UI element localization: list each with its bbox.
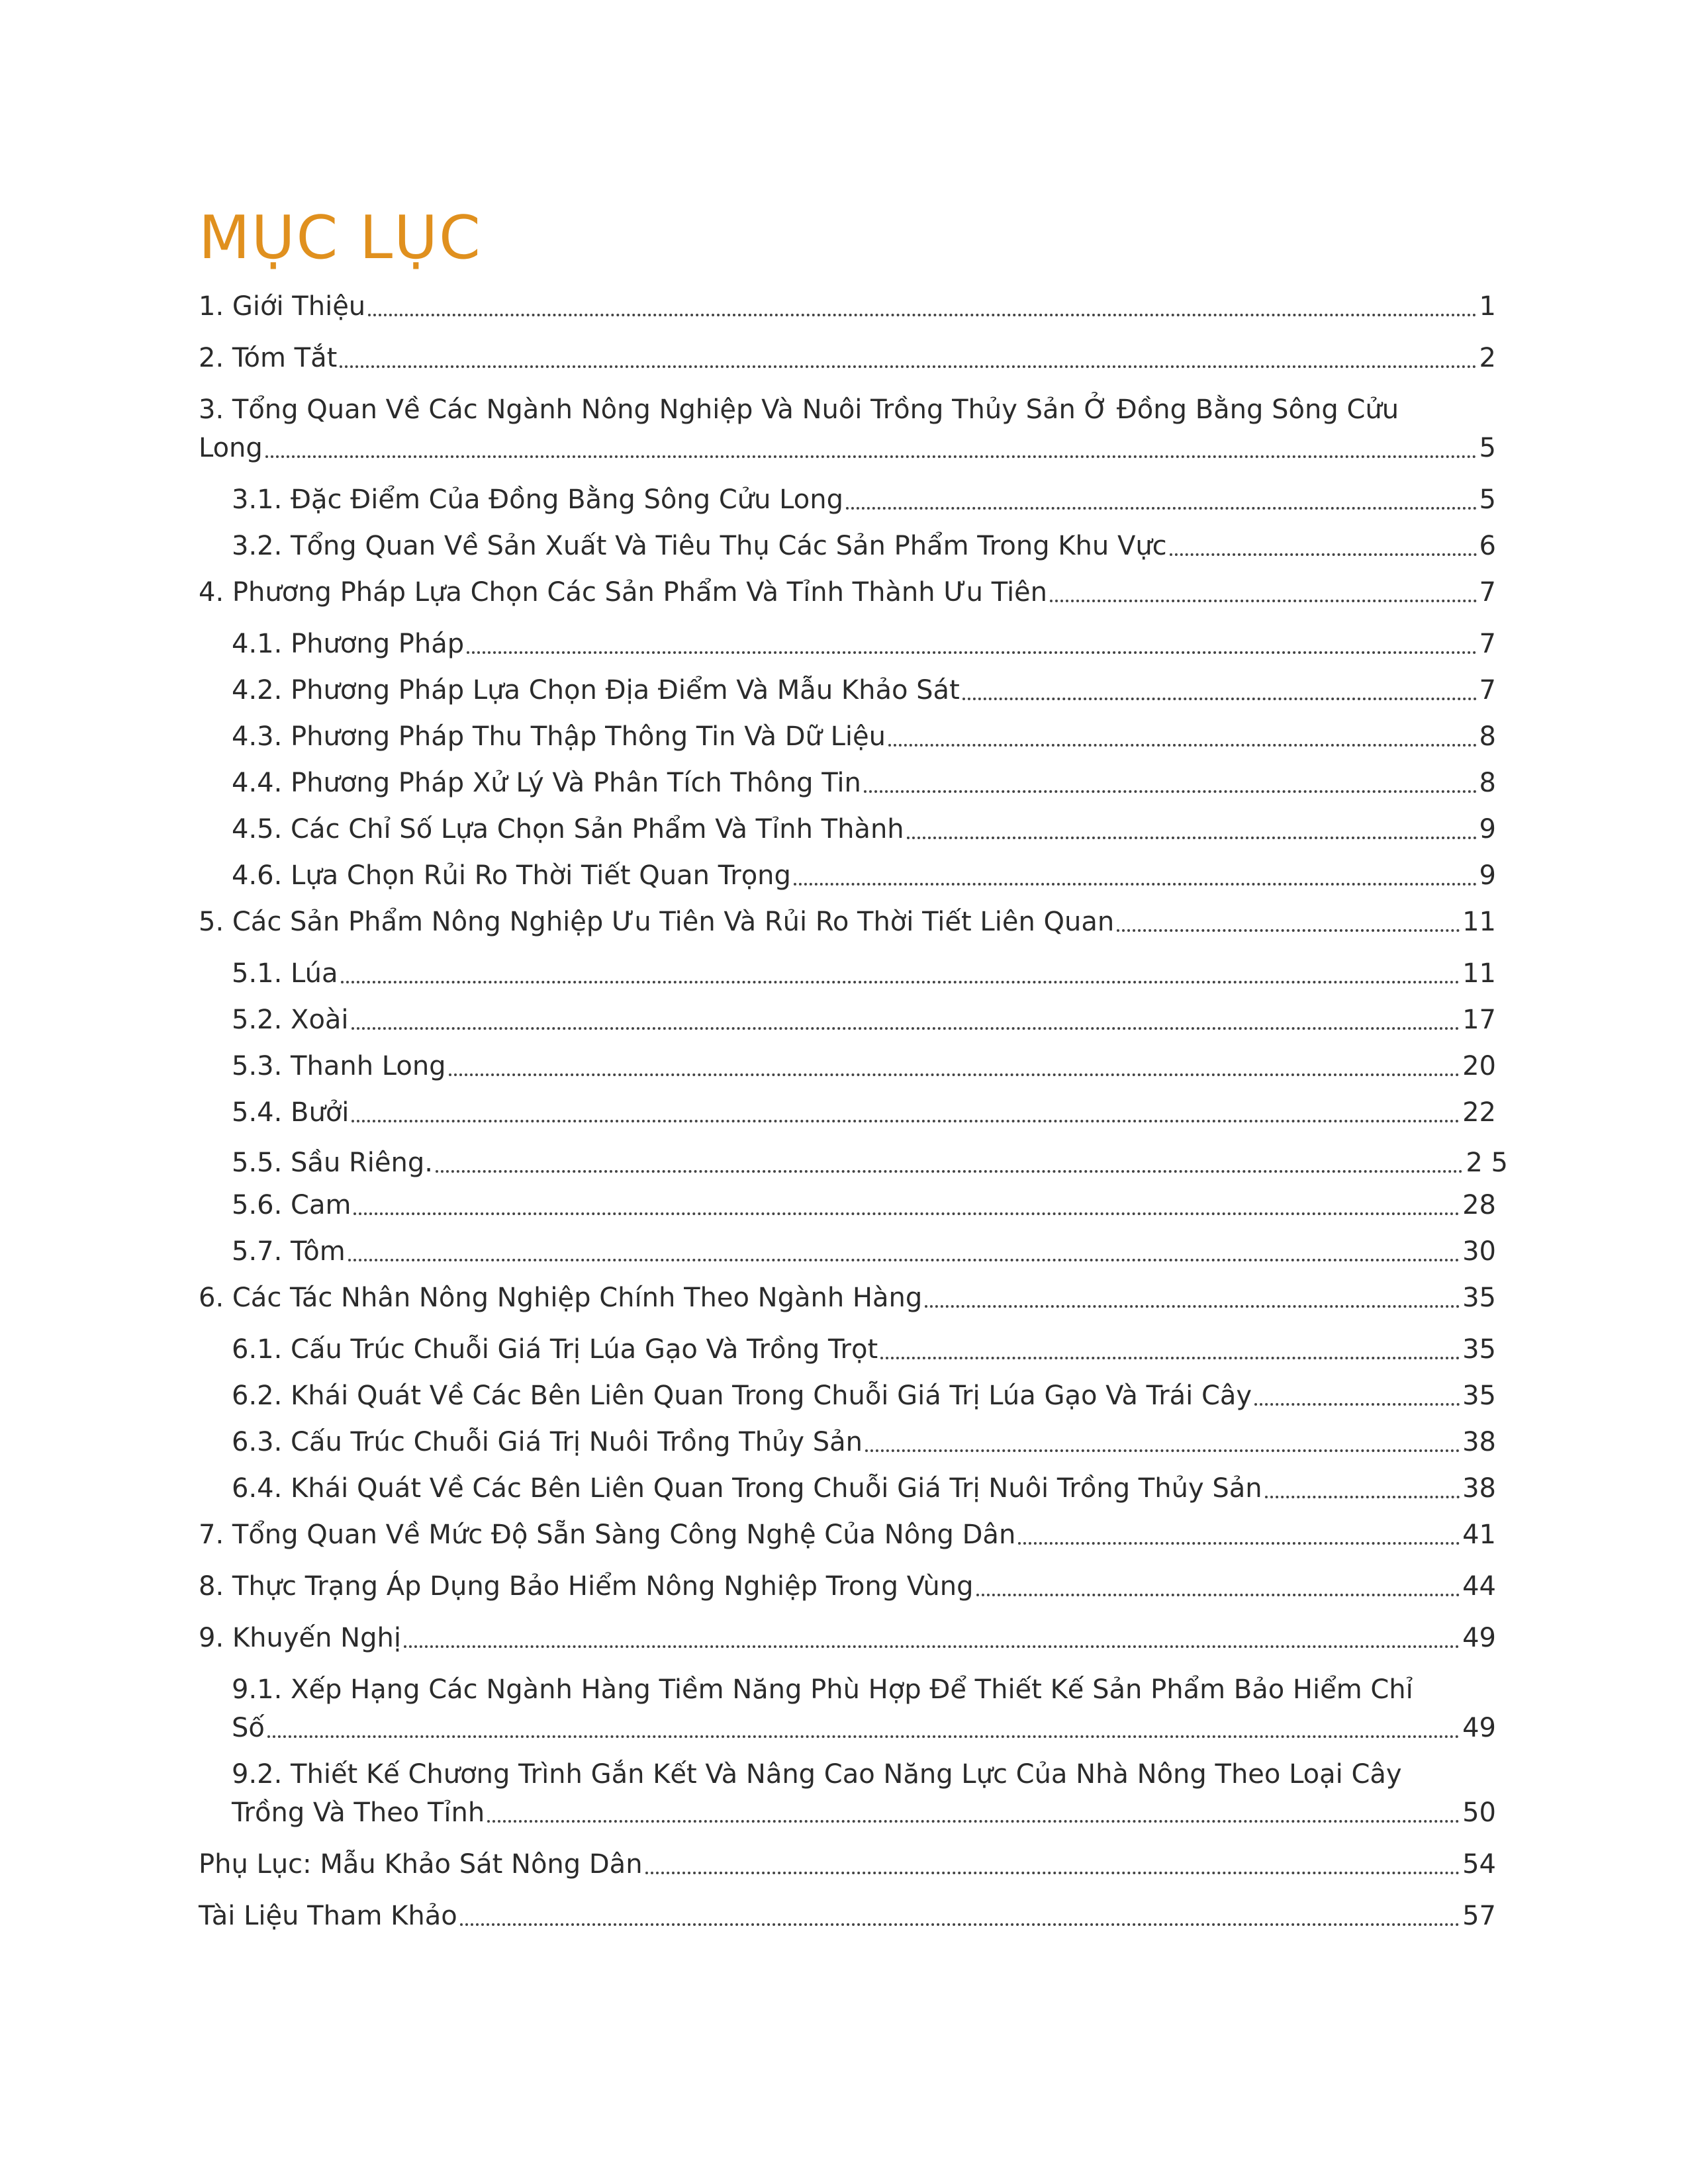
toc-entry-label: 5.3. Thanh Long bbox=[232, 1051, 446, 1081]
toc-entry[interactable] bbox=[199, 1377, 1496, 1415]
toc-page-number: 8 bbox=[1479, 768, 1496, 798]
toc-entry-label: 4.6. Lựa Chọn Rủi Ro Thời Tiết Quan Trọng bbox=[232, 860, 791, 891]
toc-entry[interactable] bbox=[199, 625, 1496, 663]
toc-entry-label-continued: Long bbox=[199, 433, 263, 463]
toc-entry-label: 6.1. Cấu Trúc Chuỗi Giá Trị Lúa Gạo Và Trồng Trọt bbox=[232, 1334, 878, 1365]
table-of-contents bbox=[199, 287, 1508, 1942]
dot-leader bbox=[864, 790, 1477, 793]
dot-leader bbox=[487, 1820, 1460, 1823]
toc-entry-label-continued: Trồng Và Theo Tỉnh bbox=[232, 1797, 485, 1828]
toc-entry[interactable] bbox=[199, 810, 1496, 848]
dot-leader bbox=[352, 1027, 1460, 1030]
toc-entry[interactable] bbox=[199, 1897, 1496, 1935]
toc-page-number: 7 bbox=[1479, 577, 1496, 608]
toc-page-number: 1 bbox=[1479, 291, 1496, 322]
toc-page-number: 49 bbox=[1462, 1623, 1496, 1653]
toc-entry[interactable] bbox=[199, 1001, 1496, 1039]
toc-entry[interactable] bbox=[199, 1516, 1496, 1554]
toc-page-number: 9 bbox=[1479, 814, 1496, 844]
toc-entry[interactable] bbox=[199, 527, 1496, 565]
dot-leader bbox=[449, 1073, 1460, 1076]
toc-entry[interactable] bbox=[199, 1186, 1496, 1224]
toc-entry-label-continued: Số bbox=[232, 1713, 265, 1743]
toc-entry-label: 9. Khuyến Nghị bbox=[199, 1623, 401, 1653]
toc-entry[interactable] bbox=[199, 903, 1496, 941]
toc-entry-label: 6.3. Cấu Trúc Chuỗi Giá Trị Nuôi Trồng Thủy Sản bbox=[232, 1427, 863, 1457]
toc-page-number: 35 bbox=[1462, 1334, 1496, 1365]
dot-leader bbox=[1018, 1542, 1460, 1545]
toc-page-number: 6 bbox=[1479, 531, 1496, 561]
dot-leader bbox=[1265, 1496, 1460, 1498]
dot-leader bbox=[645, 1872, 1460, 1874]
dot-leader bbox=[846, 507, 1477, 510]
toc-page-number: 35 bbox=[1462, 1283, 1496, 1313]
toc-page-number: 9 bbox=[1479, 860, 1496, 891]
toc-entry-label: 5.1. Lúa bbox=[232, 958, 338, 989]
toc-entry[interactable] bbox=[199, 1144, 1508, 1182]
toc-entry[interactable] bbox=[199, 1619, 1496, 1657]
dot-leader bbox=[460, 1923, 1460, 1926]
dot-leader bbox=[907, 837, 1477, 839]
toc-page-number: 20 bbox=[1462, 1051, 1496, 1081]
toc-entry-label: 9.1. Xếp Hạng Các Ngành Hàng Tiềm Năng Phù Hợp Để Thiết Kế Sản Phẩm Bảo Hiểm Chỉ bbox=[232, 1674, 1413, 1705]
toc-page-number: 44 bbox=[1462, 1571, 1496, 1602]
toc-entry[interactable] bbox=[199, 1047, 1496, 1085]
toc-entry[interactable] bbox=[199, 717, 1496, 756]
toc-entry[interactable] bbox=[199, 1232, 1496, 1271]
toc-entry[interactable] bbox=[199, 1670, 1496, 1747]
dot-leader bbox=[1170, 553, 1477, 556]
toc-page-number: 5 bbox=[1479, 433, 1496, 463]
dot-leader bbox=[794, 883, 1477, 886]
toc-entry-last-line bbox=[199, 429, 1496, 467]
toc-entry[interactable] bbox=[199, 573, 1496, 612]
dot-leader bbox=[341, 981, 1460, 983]
toc-entry[interactable] bbox=[199, 671, 1496, 709]
dot-leader bbox=[976, 1594, 1460, 1596]
toc-entry-label: 4. Phương Pháp Lựa Chọn Các Sản Phẩm Và Tỉnh Thành Ưu Tiên bbox=[199, 577, 1048, 608]
toc-entry-label: 4.2. Phương Pháp Lựa Chọn Địa Điểm Và Mẫu Khảo Sát bbox=[232, 675, 960, 705]
toc-page-number: 30 bbox=[1462, 1236, 1496, 1267]
toc-entry-label: 7. Tổng Quan Về Mức Độ Sẵn Sàng Công Nghệ Của Nông Dân bbox=[199, 1520, 1016, 1550]
toc-entry-label: 4.1. Phương Pháp bbox=[232, 629, 465, 659]
toc-page-number: 49 bbox=[1462, 1713, 1496, 1743]
toc-page-number: 54 bbox=[1462, 1849, 1496, 1880]
toc-entry[interactable] bbox=[199, 390, 1496, 467]
dot-leader bbox=[1117, 929, 1460, 932]
toc-entry-label: 9.2. Thiết Kế Chương Trình Gắn Kết Và Nâng Cao Năng Lực Của Nhà Nông Theo Loại Cây bbox=[232, 1759, 1402, 1790]
dot-leader bbox=[962, 698, 1477, 700]
toc-entry[interactable] bbox=[199, 1330, 1496, 1369]
toc-entry-label: 4.4. Phương Pháp Xử Lý Và Phân Tích Thông Tin bbox=[232, 768, 861, 798]
dot-leader bbox=[265, 455, 1477, 458]
dot-leader bbox=[865, 1449, 1460, 1452]
toc-entry[interactable] bbox=[199, 954, 1496, 993]
toc-page-number: 7 bbox=[1479, 629, 1496, 659]
toc-page-number: 41 bbox=[1462, 1520, 1496, 1550]
toc-page-number: 17 bbox=[1462, 1005, 1496, 1035]
toc-entry-label: Phụ Lục: Mẫu Khảo Sát Nông Dân bbox=[199, 1849, 643, 1880]
toc-entry-label: 3.1. Đặc Điểm Của Đồng Bằng Sông Cửu Long bbox=[232, 484, 843, 515]
toc-entry-label: 1. Giới Thiệu bbox=[199, 291, 366, 322]
toc-entry-label: 6.4. Khái Quát Về Các Bên Liên Quan Trong Chuỗi Giá Trị Nuôi Trồng Thủy Sản bbox=[232, 1473, 1262, 1504]
toc-entry-label: 5.2. Xoài bbox=[232, 1005, 349, 1035]
toc-title: MỤC LỤC bbox=[199, 203, 482, 273]
dot-leader bbox=[267, 1735, 1460, 1738]
toc-entry-label: 5. Các Sản Phẩm Nông Nghiệp Ưu Tiên Và Rủi Ro Thời Tiết Liên Quan bbox=[199, 907, 1115, 937]
toc-entry-label: 2. Tóm Tắt bbox=[199, 343, 338, 373]
dot-leader bbox=[925, 1305, 1460, 1308]
toc-page-number: 38 bbox=[1462, 1427, 1496, 1457]
toc-entry-label: 5.5. Sầu Riêng. bbox=[232, 1148, 433, 1178]
toc-entry-label: 6. Các Tác Nhân Nông Nghiệp Chính Theo Ngành Hàng bbox=[199, 1283, 923, 1313]
toc-entry[interactable] bbox=[199, 1279, 1496, 1317]
toc-page-number: 22 bbox=[1462, 1097, 1496, 1128]
toc-entry-label: 4.5. Các Chỉ Số Lựa Chọn Sản Phẩm Và Tỉnh Thành bbox=[232, 814, 904, 844]
toc-entry[interactable] bbox=[199, 339, 1496, 377]
dot-leader bbox=[348, 1259, 1460, 1261]
toc-entry-label: 6.2. Khái Quát Về Các Bên Liên Quan Trong Chuỗi Giá Trị Lúa Gạo Và Trái Cây bbox=[232, 1381, 1252, 1411]
toc-entry[interactable] bbox=[199, 1423, 1496, 1461]
dot-leader bbox=[340, 365, 1476, 368]
dot-leader bbox=[436, 1170, 1463, 1173]
toc-page-number: 11 bbox=[1462, 907, 1496, 937]
toc-page-number: 57 bbox=[1462, 1901, 1496, 1931]
dot-leader bbox=[404, 1645, 1460, 1648]
dot-leader bbox=[880, 1357, 1460, 1359]
toc-page-number: 50 bbox=[1462, 1797, 1496, 1828]
toc-entry-label: 5.7. Tôm bbox=[232, 1236, 346, 1267]
toc-page-number: 5 bbox=[1479, 484, 1496, 515]
toc-entry-last-line bbox=[232, 1794, 1496, 1832]
dot-leader bbox=[353, 1212, 1460, 1215]
toc-page-number: 35 bbox=[1462, 1381, 1496, 1411]
toc-page-number: 7 bbox=[1479, 675, 1496, 705]
dot-leader bbox=[368, 314, 1476, 316]
toc-entry[interactable] bbox=[199, 1469, 1496, 1508]
toc-entry[interactable] bbox=[199, 856, 1496, 895]
toc-entry-label: 5.6. Cam bbox=[232, 1190, 352, 1220]
toc-entry[interactable] bbox=[199, 1567, 1496, 1606]
toc-page-number: 2 bbox=[1479, 343, 1496, 373]
toc-entry[interactable] bbox=[199, 480, 1496, 519]
toc-entry-label: 3. Tổng Quan Về Các Ngành Nông Nghiệp Và Nuôi Trồng Thủy Sản Ở Đồng Bằng Sông Cửu bbox=[199, 394, 1399, 425]
dot-leader bbox=[352, 1120, 1460, 1122]
toc-entry-label: 4.3. Phương Pháp Thu Thập Thông Tin Và Dữ Liệu bbox=[232, 721, 886, 752]
dot-leader bbox=[888, 744, 1477, 747]
toc-entry-label: 5.4. Bưởi bbox=[232, 1097, 350, 1128]
toc-entry[interactable] bbox=[199, 1093, 1496, 1132]
dot-leader bbox=[467, 651, 1476, 654]
toc-entry[interactable] bbox=[199, 1845, 1496, 1884]
toc-page-number: 2 5 bbox=[1466, 1148, 1508, 1178]
toc-page-number: 11 bbox=[1462, 958, 1496, 989]
toc-entry-label: 8. Thực Trạng Áp Dụng Bảo Hiểm Nông Nghiệp Trong Vùng bbox=[199, 1571, 974, 1602]
toc-entry-last-line bbox=[232, 1709, 1496, 1747]
toc-entry-label: Tài Liệu Tham Khảo bbox=[199, 1901, 457, 1931]
dot-leader bbox=[1254, 1403, 1460, 1406]
toc-page-number: 28 bbox=[1462, 1190, 1496, 1220]
dot-leader bbox=[1050, 600, 1477, 602]
toc-page-number: 8 bbox=[1479, 721, 1496, 752]
toc-entry-label: 3.2. Tổng Quan Về Sản Xuất Và Tiêu Thụ Các Sản Phẩm Trong Khu Vực bbox=[232, 531, 1167, 561]
toc-page-number: 38 bbox=[1462, 1473, 1496, 1504]
toc-entry[interactable] bbox=[199, 1755, 1496, 1832]
toc-entry[interactable] bbox=[199, 764, 1496, 802]
toc-entry[interactable] bbox=[199, 287, 1496, 326]
